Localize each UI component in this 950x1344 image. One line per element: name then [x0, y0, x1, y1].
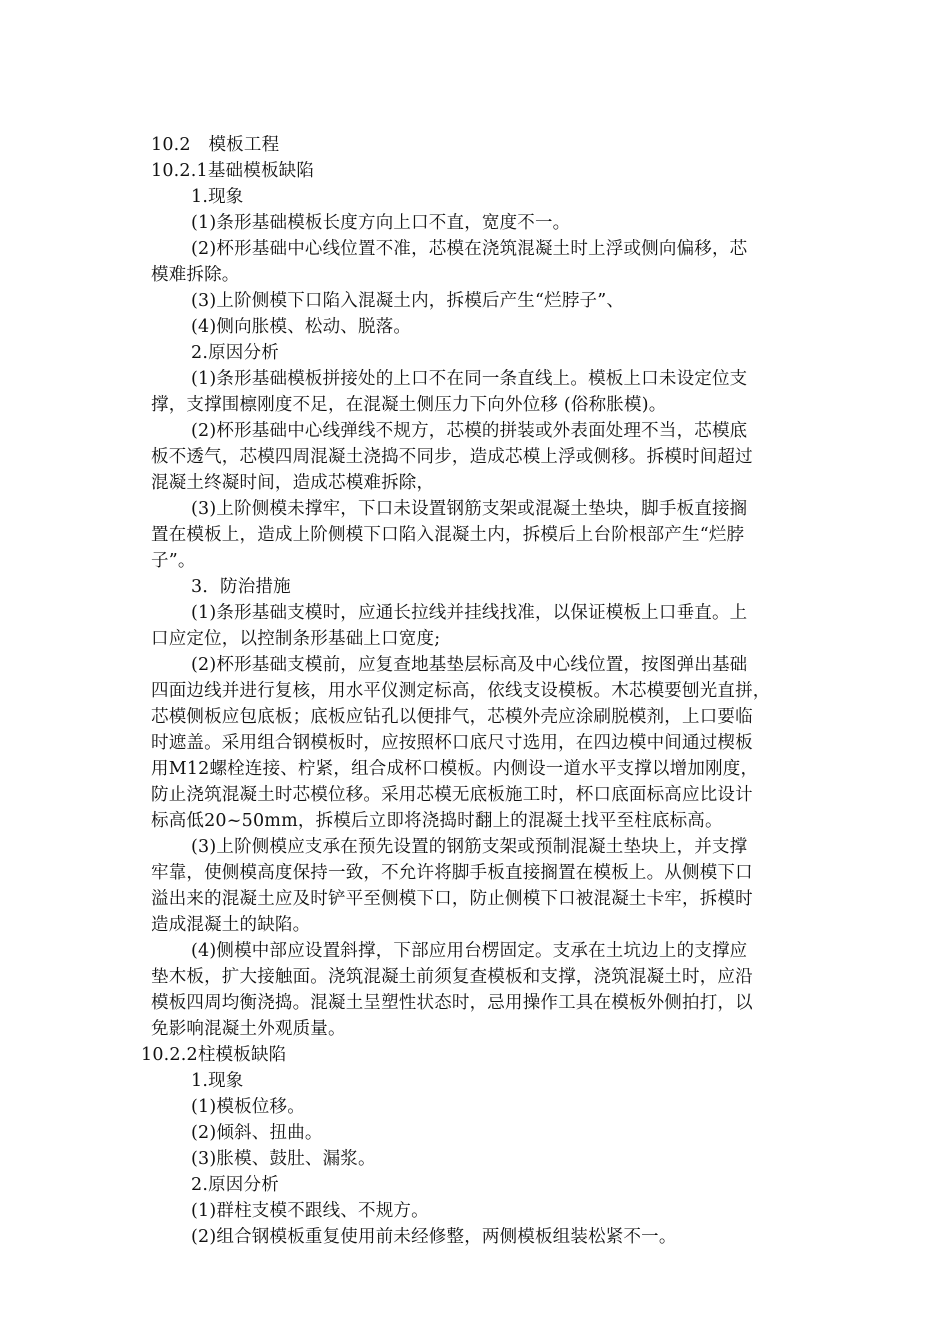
paragraph-line: (3)上阶侧模下口陷入混凝土内，拆模后产生“烂脖子”、 — [191, 291, 625, 311]
paragraph-line: 垫木板，扩大接触面。浇筑混凝土前须复查模板和支撑，浇筑混凝土时，应沿 — [151, 967, 753, 987]
paragraph-line: 牢靠，使侧模高度保持一致，不允许将脚手板直接搁置在模板上。从侧模下口 — [151, 863, 753, 883]
paragraph-line: 造成混凝土的缺陷。 — [151, 915, 311, 935]
paragraph-line: (1)条形基础模板长度方向上口不直，宽度不一。 — [191, 213, 571, 233]
paragraph-line: 用M12螺栓连接、柠紧，组合成杯口模板。内侧设一道水平支撑以增加刚度， — [151, 759, 759, 779]
paragraph-line: 置在模板上，造成上阶侧模下口陷入混凝土内，拆模后上台阶根部产生“烂脖 — [151, 525, 745, 545]
paragraph-line: 模板四周均衡浇捣。混凝土呈塑性状态时，忌用操作工具在模板外侧拍打，以 — [151, 993, 753, 1013]
heading-phenomenon: 1.现象 — [191, 1071, 244, 1091]
paragraph-line: (2)杯形基础支模前，应复查地基垫层标高及中心线位置，按图弹出基础 — [191, 655, 748, 675]
heading-prevention: 3．防治措施 — [191, 577, 291, 597]
paragraph-line: (3)上阶侧模未撑牢，下口未设置钢筋支架或混凝土垫块，脚手板直接搁 — [191, 499, 748, 519]
paragraph-line: 免影响混凝土外观质量。 — [151, 1019, 346, 1039]
paragraph-line: 口应定位，以控制条形基础上口宽度; — [151, 629, 441, 649]
paragraph-line: 时遮盖。采用组合钢模板时，应按照杯口底尺寸选用，在四边模中间通过楔板 — [151, 733, 753, 753]
paragraph-line: 溢出来的混凝土应及时铲平至侧模下口，防止侧模下口被混凝土卡牢，拆模时 — [151, 889, 753, 909]
paragraph-line: 标高低20~50mm，拆模后立即将浇捣时翻上的混凝土找平至柱底标高。 — [151, 811, 723, 831]
paragraph-line: (2)杯形基础中心线弹线不规方，芯模的拼装或外表面处理不当，芯模底 — [191, 421, 748, 441]
section-title: 10.2 模板工程 — [151, 135, 280, 155]
paragraph-line: 混凝土终凝时间，造成芯模难拆除， — [151, 473, 435, 493]
subsection-title-column: 10.2.2柱模板缺陷 — [141, 1045, 287, 1065]
paragraph-line: (1)条形基础模板拼接处的上口不在同一条直线上。模板上口未设定位支 — [191, 369, 748, 389]
paragraph-line: 子”。 — [151, 551, 196, 571]
paragraph-line: (3)上阶侧模应支承在预先设置的钢筋支架或预制混凝土垫块上，并支撑 — [191, 837, 748, 857]
paragraph-line: (3)胀模、鼓肚、漏浆。 — [191, 1149, 376, 1169]
paragraph-line: 芯模侧板应包底板；底板应钻孔以便排气，芯模外壳应涂刷脱模剂，上口要临 — [151, 707, 753, 727]
paragraph-line: (2)组合钢模板重复使用前未经修整，两侧模板组装松紧不一。 — [191, 1227, 677, 1247]
paragraph-line: (2)杯形基础中心线位置不准，芯模在浇筑混凝土时上浮或侧向偏移，芯 — [191, 239, 748, 259]
paragraph-line: 板不透气，芯模四周混凝土浇捣不同步，造成芯模上浮或侧移。拆模时间超过 — [151, 447, 753, 467]
paragraph-line: (4)侧模中部应设置斜撑，下部应用台楞固定。支承在土坑边上的支撑应 — [191, 941, 748, 961]
paragraph-line: 撑，支撑围檩刚度不足，在混凝土侧压力下向外位移 (俗称胀模)。 — [151, 395, 667, 415]
heading-cause: 2.原因分析 — [191, 1175, 279, 1195]
subsection-title-foundation: 10.2.1基础模板缺陷 — [151, 161, 315, 181]
paragraph-line: 模难拆除。 — [151, 265, 240, 285]
paragraph-line: (2)倾斜、扭曲。 — [191, 1123, 323, 1143]
paragraph-line: 防止浇筑混凝土时芯模位移。采用芯模无底板施工时，杯口底面标高应比设计 — [151, 785, 753, 805]
paragraph-line: (4)侧向胀模、松动、脱落。 — [191, 317, 412, 337]
heading-phenomenon: 1.现象 — [191, 187, 244, 207]
paragraph-line: (1)群柱支模不跟线、不规方。 — [191, 1201, 429, 1221]
paragraph-line: (1)模板位移。 — [191, 1097, 305, 1117]
paragraph-line: (1)条形基础支模时，应通长拉线并挂线找准，以保证模板上口垂直。上 — [191, 603, 748, 623]
heading-cause: 2.原因分析 — [191, 343, 279, 363]
paragraph-line: 四面边线并进行复核，用水平仪测定标高，依线支设模板。木芯模要刨光直拼， — [151, 681, 771, 701]
